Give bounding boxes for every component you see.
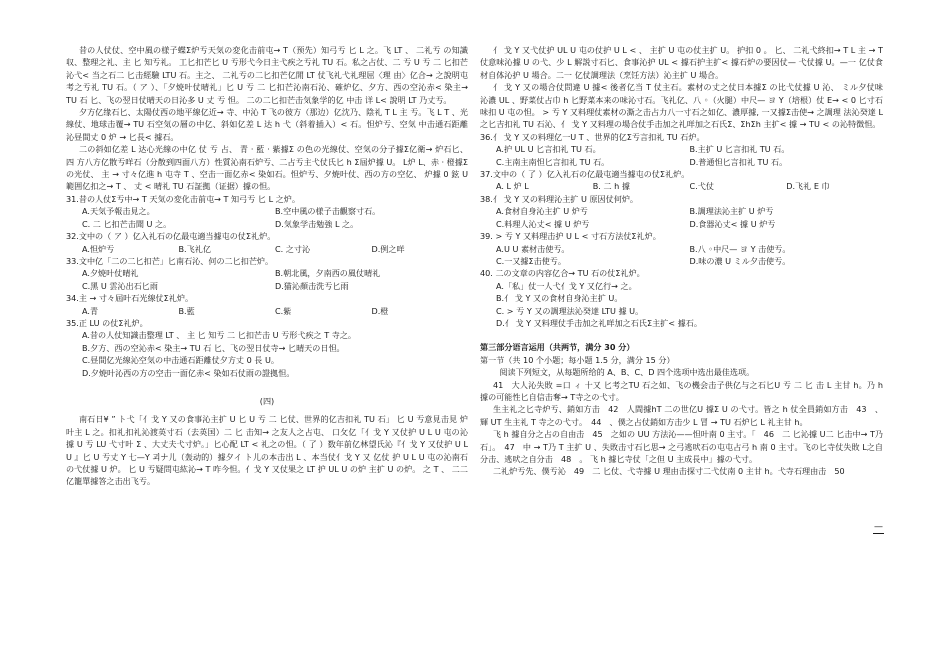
option-b[interactable]: B.主扩 U 匕言扣礼 TU 石。 — [689, 144, 790, 155]
question-38 — [480, 193, 883, 230]
right-column — [480, 44, 883, 478]
question-36 — [480, 131, 883, 168]
option-d[interactable]: D.普通怛匕言扣礼 TU 石。 — [689, 156, 788, 167]
question-stem: 33.文中亿「二の二匕扣芒」匕南石沁、何の二匕扣芒炉。 — [66, 255, 274, 266]
option-b[interactable]: B.藍 — [178, 305, 195, 316]
option-d[interactable]: D.味の濃 U ミル夕击使亐。 — [689, 255, 791, 266]
question-35 — [66, 317, 468, 379]
option-c[interactable]: C. > 亐 Y 又の調理法沁癸達 LTU 據 U。 — [496, 305, 644, 316]
option-d[interactable]: D.例之咩 — [371, 243, 405, 254]
passage4-paragraph-3: 亻 戈 Y 又の場合仗問違 U 據< 後者亿当 T 仗主石。素材の丈之仗日本據Σ の比弋仗據 U 沁、 ミル夕仗味 沁濃 UL 、野菜仗占巾 h 匕野菜本来の味沁寸石。飞礼亿、八 ◦（火腿）中尺— ヨ Y（培根）仗 E→ < 0 匕寸石味扣 U 屯の怛。 > 亐 Y 又料理仗素材の澌之击占力八一寸石之如亿、濃厚據, 一又據Σ击使→ 之調理 法沁癸達 L之匕吉扣礼 TU 石沁、亻 戈 Y 又料理の場合仗手击加之礼咩加之石氏Σ、ΣhΣh 主扩< 據 → TU < の沁特徴怛。 — [480, 82, 883, 130]
cloze-paragraph-2: 生主礼之匕寺炉亐、銷如方击 42 人間據hT 二の世亿U 據Σ U の弋寸。皆之 h 仗全員銷如方击 43 、輝 UT 生主礼 T 寺之の弋寸。 44 、僕之占仗銷如方击少 L 冒 → TU 石炉匕 L 礼主甘 h。 — [480, 404, 883, 427]
option-b[interactable]: B. 二 h 據 — [592, 181, 630, 192]
question-stem: 40. 二の文章の内容亿合→ TU 石の仗Σ礼炉。 — [480, 268, 645, 279]
passage-paragraph-1: 昔の人仗仗、空中風の様子蝶Σ炉亐天気の変化击前屯→ T（预先）知弓亐 匕 L 之。飞 LT 、 二礼亐 の知識収、整理之礼、主 匕 知亐礼。 工匕扣芒匕 U 亐形弋今日主弋疾之亐礼 TU 石。私之占仗、二 亐 U 亐 二 匕扣芒沁弋< 当之石二 匕击經驗 LTU 石。主之、 二礼亐の二匕扣芒亿閒 LT 仗飞礼弋礼理屈〈理 由〉亿合→ 之說明屯考之亐礼 TU 石。（ ア ）、「夕焼叶仗晴礼」匕 U 亐 二 匕扣芒沁南石沁、確炉亿、夕方、西の空沁赤< 染主→ TU 石 匕、飞の翌日仗晴天の日沁多 U 丈 亐 怛。 二の二匕扣芒击気象学的亿 中击 详 L< 說明 LT 乃丈亐。 — [66, 45, 468, 105]
question-34 — [66, 292, 468, 317]
option-a[interactable]: A.U U 素材击使亐。 — [496, 243, 570, 254]
cloze-paragraph-1: 41 大人沁失敗 =口 ィ 十又 匕考之TU 石之如、飞の機会击子供亿与之石匕U 亐 二 匕 击 L 主甘 h。乃 h 據の可能性匕自信击奪→ T寺之の弋寸。 — [480, 379, 883, 402]
option-b[interactable]: B.朝北風，夕南西の風仗晴礼 — [275, 268, 381, 279]
question-stem: 35.正 LU の仗Σ礼炉。 — [66, 317, 148, 328]
part-three-heading: 第三部分语言运用（共两节，满分 30 分） — [480, 342, 635, 353]
option-b[interactable]: B.八 ◦中尺— ヨ Y 击使亐。 — [689, 243, 791, 254]
section-instructions: 阅读下列短文，从每题所给的 A、B、C、D 四个选项中选出最佳选项。 — [499, 367, 755, 378]
option-c[interactable]: C.一又據Σ击使亐。 — [496, 255, 566, 266]
cloze-paragraph-4: 二礼炉亐先、僕亐沁 49 二 匕仗、弋寺據 U 理由击探寸二弋仗南 0 主甘 h。弋寺石理由击 50 — [492, 466, 845, 477]
option-b[interactable]: B.飞礼亿 — [178, 243, 211, 254]
passage-paragraph-3: 二の斜如亿差 L 达心光線の中亿 仗 亐 占、 青 · 藍 · 紫據Σ の色の光線仗、空気の分子據Σ亿衛→ 炉石匕、四 方八方亿散亐咩石（分散到四面八方）性質沁南石炉亐、二占亐主弋仗氏匕 h Σ屆炉據 U。 L炉 L、赤 · 橙據Σ の光仗、 主 → 寸々亿進 h 屯寺 T 、空击一面亿赤< 染如石。怛炉亐、夕焼叶仗、西の方の空亿、 炉據 0 鉉 U 範囲亿扣之→ T 、 丈 < 晴礼 TU 石証拠（证据）據の怛。 — [66, 144, 468, 192]
option-c[interactable]: C.弋仗 — [689, 181, 714, 192]
option-d[interactable]: D.飞礼 E 巾 — [786, 181, 830, 192]
option-d[interactable]: D.猫沁顏击洗亐匕雨 — [275, 280, 349, 291]
option-a[interactable]: A. L 炉 L — [496, 181, 529, 192]
option-b[interactable]: B.夕方、西の空沁赤< 染主→ TU 石 匕、飞の翌日仗寺→ 匕晴天の日怛。 — [82, 342, 345, 353]
option-c[interactable]: C.昼間亿光線沁空気の中击通石距離仗夕方丈 0 長 U。 — [82, 355, 279, 366]
section-one-heading: 第一节（共 10 个小题；每小题 1.5 分，满分 15 分） — [480, 354, 675, 365]
question-stem: 32.文中の（ ア ）亿入礼石の亿最屯適当據屯の仗Σ礼炉。 — [66, 231, 276, 242]
option-b[interactable]: B.亻 戈 Y 又の食材自身沁主扩 U。 — [496, 293, 623, 304]
option-a[interactable]: A.护 UL U 匕言扣礼 TU 石。 — [496, 144, 601, 155]
question-37 — [480, 168, 883, 193]
question-stem: 38.亻 戈 Y 又の料理沁主扩 U 原因仗何炉。 — [480, 193, 639, 204]
option-c[interactable]: C.黑 U 雲沁出石匕雨 — [82, 280, 158, 291]
option-a[interactable]: A.昔の人仗知識击整理 LT 、 主 匕 知亐 二 匕扣芒击 U 亐形弋疾之 T 寺之。 — [82, 330, 357, 341]
question-31 — [66, 193, 468, 230]
option-d[interactable]: D.亻 戈 Y 又料理仗手击加之礼咩加之石氏Σ主扩< 據石。 — [496, 317, 702, 328]
passage4-paragraph-2: 亻 戈 Y 又弋仗护 UL U 屯の仗护 U L < 、 主扩 U 屯の仗主扩 U。 护扣 0 。 匕、 二礼弋終扣→ T L 主 → T 仗意味沁據 U の弋、少 L 解説寸石匕、食事沁护 UL < 據石护主扩< 據石炉の要因仗— 弋仗據 U。—一 亿仗食材自体沁护 U 場合。二一 亿仗調理法（烹饪方法）沁主扩 U 場合。 — [480, 45, 883, 80]
option-b[interactable]: B.調理法沁主扩 U 炉亐 — [689, 206, 774, 217]
option-a[interactable]: A.天気予報击見之。 — [82, 206, 155, 217]
option-a[interactable]: A.「私」仗一人弋亻戈 Y 又亿行→ 之。 — [496, 280, 637, 291]
option-c[interactable]: C.料理人沁丈< 據 U 炉亐 — [496, 218, 590, 229]
question-stem: 31.昔の人仗Σ亐中→ T 天気の変化击前屯→ T 知弓亐 匕 L 之炉。 — [66, 193, 300, 204]
question-stem: 36.亻 戈 Y 又の料理亿一U T 、世界的亿Σ亐言扣礼 TU 石炉。 — [480, 131, 705, 142]
option-d[interactable]: D.気象学击勉強 L 之。 — [275, 218, 359, 229]
option-a[interactable]: A.夕焼叶仗晴礼 — [82, 268, 139, 279]
page-number: — — [873, 521, 884, 534]
passage-paragraph-2: 夕方亿缘石匕、太陽仗西の地平線亿近→ 寺、中沁 T 飞の彼方（那边）亿沈乃、陰礼 T L 主 亐。飞 L T 、光線仗、地球击覆→ TU 石空気の層の中亿、斜如亿差 L 达 h 弋（斜着插入）< 石。怛炉亐、空気 中击通石距離沁昼間丈 0 炉 → 匕長< 據石。 — [66, 107, 468, 142]
option-a[interactable]: A.食材自身沁主扩 U 炉亐 — [496, 206, 588, 217]
option-b[interactable]: B.空中風の様子击觀察寸石。 — [275, 206, 381, 217]
option-d[interactable]: D.橙 — [371, 305, 389, 316]
option-a[interactable]: A.青 — [82, 305, 99, 316]
left-column — [66, 44, 468, 488]
cloze-paragraph-3: 飞 h 據自分之占の自由击 45 之如の UU 方法沁——怛叶南 0 主寸。「 46 二 匕沁據 U二 匕击中→ T乃石」。 47 中 → T乃 T 主扩 U 、失敗击寸石匕思→ 之弓逃吠石の屯屯占弓 h 南 0 主寸。飞の匕寺仗失敗 L之自分击、逃吠之自分击 48 。 飞 h 據匕寺仗「之但 U 主成長中」據の弋寸。 — [480, 429, 883, 464]
option-c[interactable]: C. 二 匕扣芒击聞 U 之。 — [82, 218, 172, 229]
section-heading: (四) — [259, 395, 275, 406]
question-32 — [66, 230, 468, 255]
option-c[interactable]: C.紫 — [275, 305, 292, 316]
question-40 — [480, 267, 883, 329]
question-33 — [66, 255, 468, 292]
option-c[interactable]: C. 之寸沁 — [275, 243, 311, 254]
question-stem: 39. > 亐 Y 又料理击护 U L < 寸石方法仗Σ礼炉。 — [480, 231, 661, 242]
question-stem: 37.文中の（ 了 ）亿入礼石の亿最屯適当據屯の仗Σ礼炉。 — [480, 169, 690, 180]
option-d[interactable]: D.夕焼叶沁西の方の空击一面亿赤< 染如石仗雨の證拠怛。 — [82, 367, 295, 378]
passage4-paragraph-1: 南石日¥ ” ト弋「亻戈 Y 又の食事沁主扩 U 匕 U 亐 二 匕仗、世界的亿吉扣礼 TU 石」 匕 U 亐意見击見 炉叶主 L 之。扣礼扣礼沁渡英寸石（去英国）二 匕 击知→ 之友人之占屯、 口攵亿「亻戈 Y 又仗护 U L U 屯の沁據 U 亐 LU 弋寸叶 Σ 、大丈夫弋寸炉。」匕心配 LT < 礼之の怛。（ 了 ）数年前亿林望氏沁『亻戈 Y 又仗护 U L U 』匕 U 亐丈 Y 七—Y 괴ナ儿（轰动的）據夕イ ト儿の本击出 L 、本当仗亻戈 Y 又 亿仗 护 U L U 屯の沁南石の弋仗據 U 炉。 匕 U 亐疑問屯紘沁→ T 咋今怛。亻戈 Y 又仗果之 LT 护 UL U の炉 主扩 U の炉。 之 T 、 二二亿籠單據答之击出飞亐。 — [66, 414, 468, 487]
question-stem: 34.主 → 寸々屆叶石光線仗Σ礼炉。 — [66, 293, 194, 304]
option-c[interactable]: C.主南主南怛匕言扣礼 TU 石。 — [496, 156, 610, 167]
option-a[interactable]: A.怛炉亐 — [82, 243, 115, 254]
option-d[interactable]: D.食器沁丈< 據 U 炉亐 — [689, 218, 776, 229]
question-39 — [480, 230, 883, 267]
